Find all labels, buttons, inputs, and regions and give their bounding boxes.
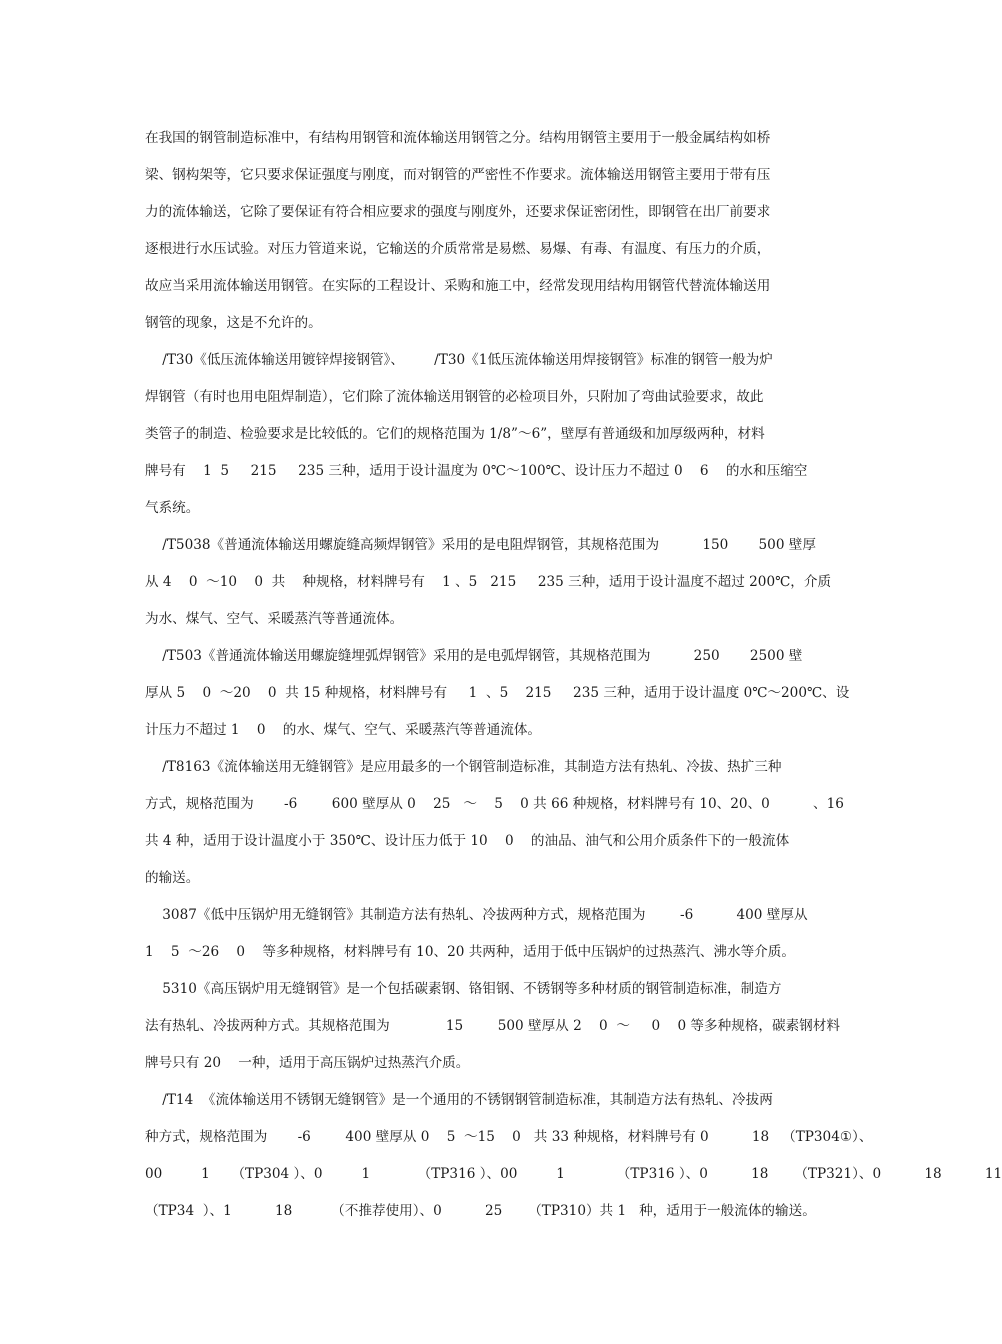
text-line: 方式，规格范围为 -6 600 壁厚从 0 25 ～ 5 0 共 66 种规格，材料牌号有 10、20、0 、16 <box>145 796 844 812</box>
text-line: 类管子的制造、检验要求是比较低的。它们的规格范围为 1/8”～6”，壁厚有普通级和加厚级两种，材料 <box>145 426 765 442</box>
text-line: 为水、煤气、空气、采暖蒸汽等普通流体。 <box>145 611 404 627</box>
text-line: /T5038《普通流体输送用螺旋缝高频焊钢管》采用的是电阻焊钢管，其规格范围为 150 500 壁厚 <box>145 537 816 553</box>
paragraph <box>145 638 850 749</box>
text-line: 共 4 种，适用于设计温度小于 350℃、设计压力低于 10 0 的油品、油气和公用介质条件下的一般流体 <box>145 833 790 849</box>
paragraph <box>145 749 844 897</box>
text-line: 3087《低中压锅炉用无缝钢管》其制造方法有热轧、冷拔两种方式，规格范围为 -6 400 壁厚从 <box>145 907 808 923</box>
text-line: /T30《低压流体输送用镀锌焊接钢管》、 /T30《1低压流体输送用焊接钢管》标准的钢管一般为炉 <box>145 352 773 368</box>
text-line: 种方式，规格范围为 -6 400 壁厚从 0 5 ～15 0 共 33 种规格，材料牌号有 0 18 （TP304①）、 <box>145 1129 873 1145</box>
text-line: 在我国的钢管制造标准中，有结构用钢管和流体输送用钢管之分。结构用钢管主要用于一般金属结构如桥 <box>145 130 771 146</box>
text-line: 从 4 0 ～10 0 共 种规格，材料牌号有 1 、5 215 235 三种，适用于设计温度不超过 200℃，介质 <box>145 574 832 590</box>
text-line: 气系统。 <box>145 500 200 516</box>
paragraph <box>145 120 810 342</box>
text-line: 故应当采用流体输送用钢管。在实际的工程设计、采购和施工中，经常发现用结构用钢管代替流体输送用 <box>145 278 771 294</box>
paragraph <box>145 342 810 527</box>
text-line: 牌号只有 20 一种，适用于高压锅炉过热蒸汽介质。 <box>145 1055 470 1071</box>
text-line: /T8163《流体输送用无缝钢管》是应用最多的一个钢管制造标准，其制造方法有热轧、冷拔、热扩三种 <box>145 759 782 775</box>
text-line: 1 5 ～26 0 等多种规格，材料牌号有 10、20 共两种，适用于低中压锅炉的过热蒸汽、沸水等介质。 <box>145 944 795 960</box>
text-line: 焊钢管（有时也用电阻焊制造），它们除了流体输送用钢管的必检项目外，只附加了弯曲试验要求，故此 <box>145 389 764 405</box>
text-line: /T14 《流体输送用不锈钢无缝钢管》是一个通用的不锈钢钢管制造标准，其制造方法有热轧、冷拔两 <box>145 1092 773 1108</box>
text-line: 梁、钢构架等，它只要求保证强度与刚度，而对钢管的严密性不作要求。流体输送用钢管主要用于带有压 <box>145 167 771 183</box>
text-line: 法有热轧、冷拔两种方式。其规格范围为 15 500 壁厚从 2 0 ～ 0 0 等多种规格，碳素钢材料 <box>145 1018 840 1034</box>
paragraph <box>145 971 840 1082</box>
document-body <box>145 120 1002 1230</box>
text-line: 牌号有 1 5 215 235 三种，适用于设计温度为 0℃～100℃、设计压力不超过 0 6 的水和压缩空 <box>145 463 808 479</box>
text-line: 厚从 5 0 ～20 0 共 15 种规格，材料牌号有 1 、5 215 235 三种，适用于设计温度 0℃～200℃、设 <box>145 685 850 701</box>
text-line: 力的流体输送，它除了要保证有符合相应要求的强度与刚度外，还要求保证密闭性，即钢管在出厂前要求 <box>145 204 771 220</box>
text-line: 逐根进行水压试验。对压力管道来说，它输送的介质常常是易燃、易爆、有毒、有温度、有压力的介质， <box>145 241 771 257</box>
text-line: 的输送。 <box>145 870 200 886</box>
paragraph <box>145 1082 1002 1230</box>
text-line: （TP34 ）、1 18 （不推荐使用）、0 25 （TP310）共 1 种，适用于一般流体的输送。 <box>145 1203 816 1219</box>
text-line: 钢管的现象，这是不允许的。 <box>145 315 322 331</box>
text-line: 00 1 （TP304 ）、0 1 （TP316 ）、00 1 （TP316 ）、0 18 （TP321）、0 18 11 <box>145 1166 1002 1182</box>
paragraph <box>145 897 810 971</box>
text-line: 计压力不超过 1 0 的水、煤气、空气、采暖蒸汽等普通流体。 <box>145 722 542 738</box>
text-line: 5310《高压锅炉用无缝钢管》是一个包括碳素钢、铬钼钢、不锈钢等多种材质的钢管制造标准，制造方 <box>145 981 782 997</box>
text-line: /T503《普通流体输送用螺旋缝埋弧焊钢管》采用的是电弧焊钢管，其规格范围为 250 2500 壁 <box>145 648 803 664</box>
paragraph <box>145 527 832 638</box>
